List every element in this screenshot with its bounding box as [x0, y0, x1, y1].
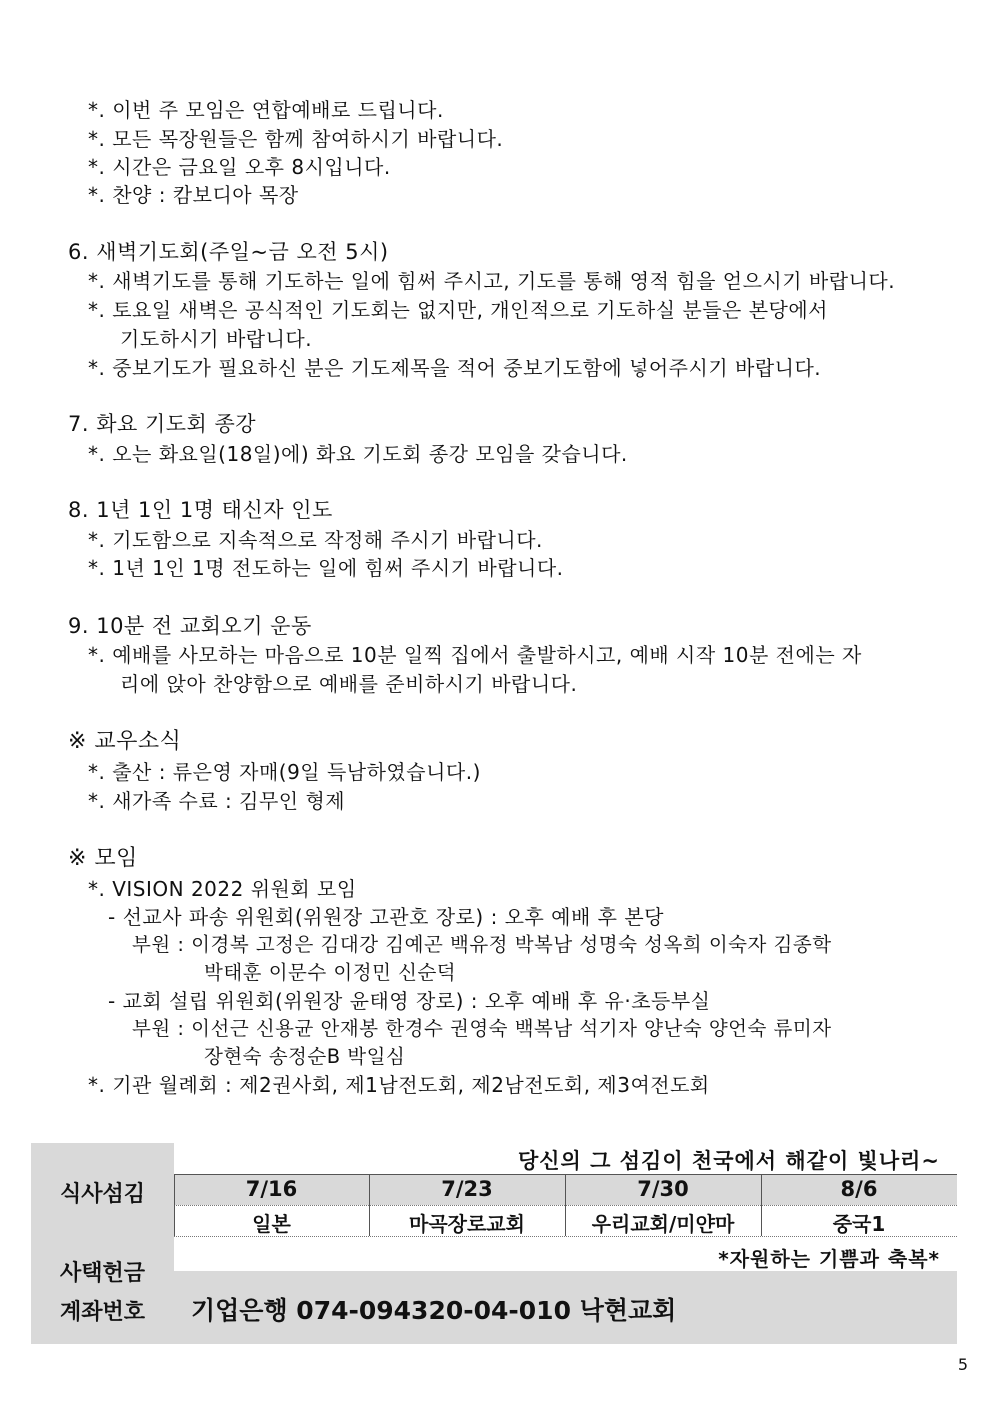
serving-church: 일본 — [252, 1212, 291, 1236]
section-8-item: *. 기도함으로 지속적으로 작정해 주시기 바랍니다. — [88, 528, 543, 552]
section-8-title: 8. 1년 1인 1명 태신자 인도 — [68, 498, 333, 522]
news-item: *. 새가족 수료 : 김무인 형제 — [88, 789, 346, 813]
news-title: ※ 교우소식 — [68, 729, 182, 754]
news-item: *. 출산 : 류은영 자매(9일 득남하였습니다.) — [88, 760, 481, 784]
committee-1-members-cont: 박태훈 이문수 이정민 신순덕 — [204, 961, 457, 984]
service-date: 7/16 — [245, 1177, 298, 1201]
intro-item: *. 찬양 : 캄보디아 목장 — [88, 183, 299, 207]
serving-church: 우리교회/미얀마 — [591, 1212, 735, 1236]
intro-item: *. 시간은 금요일 오후 8시입니다. — [88, 155, 391, 179]
committee-2-members-cont: 장현숙 송정순B 박일심 — [204, 1045, 406, 1068]
section-7-item: *. 오는 화요일(18일)에) 화요 기도회 종강 모임을 갖습니다. — [88, 442, 628, 466]
page-number: 5 — [957, 1355, 968, 1374]
slogan: 당신의 그 섬김이 천국에서 해같이 빛나리~ — [517, 1149, 940, 1173]
account-label: 계좌번호 — [59, 1300, 145, 1325]
service-date: 7/23 — [441, 1177, 493, 1201]
section-9-item: *. 예배를 사모하는 마음으로 10분 일찍 집에서 출발하시고, 예배 시작 10분 전에는 자 — [88, 643, 862, 667]
section-6-item: *. 토요일 새벽은 공식적인 기도회는 없지만, 개인적으로 기도하실 분들은 본당에서 — [88, 298, 828, 322]
section-9-item-cont: 리에 앉아 찬양함으로 예배를 준비하시기 바랍니다. — [120, 672, 578, 696]
section-6-item: *. 중보기도가 필요하신 분은 기도제목을 적어 중보기도함에 넣어주시기 바랍니다. — [88, 356, 822, 380]
committee-2-members: 부원 : 이선근 신용균 안재봉 한경수 권영숙 백복남 석기자 양난숙 양언숙 류미자 — [132, 1017, 832, 1040]
meal-service-label: 식사섬김 — [59, 1182, 145, 1207]
section-6-title: 6. 새벽기도회(주일~금 오전 5시) — [68, 240, 389, 264]
section-6-item: *. 새벽기도를 통해 기도하는 일에 힘써 주시고, 기도를 통해 영적 힘을 얻으시기 바랍니다. — [88, 269, 896, 293]
offering-label: 사택헌금 — [59, 1261, 145, 1286]
vision-meeting: *. VISION 2022 위원회 모임 — [88, 877, 357, 901]
serving-church: 마곡장로교회 — [409, 1212, 525, 1236]
meeting-title: ※ 모임 — [68, 846, 138, 871]
monthly-meeting: *. 기관 월례회 : 제2권사회, 제1남전도회, 제2남전도회, 제3여전도회 — [88, 1073, 710, 1097]
intro-item: *. 모든 목장원들은 함께 참여하시기 바랍니다. — [88, 127, 504, 151]
bank-account: 기업은행 074-094320-04-010 낙현교회 — [191, 1296, 677, 1325]
section-8-item: *. 1년 1인 1명 전도하는 일에 힘써 주시기 바랍니다. — [88, 556, 564, 580]
offering-note: *자원하는 기쁨과 축복* — [718, 1247, 940, 1271]
serving-church: 중국1 — [832, 1212, 886, 1236]
committee-1-title: - 선교사 파송 위원회(위원장 고관호 장로) : 오후 예배 후 본당 — [108, 905, 664, 929]
service-table — [31, 1143, 957, 1344]
intro-item: *. 이번 주 모임은 연합예배로 드립니다. — [88, 98, 444, 122]
service-date: 8/6 — [840, 1177, 878, 1201]
section-9-title: 9. 10분 전 교회오기 운동 — [68, 614, 312, 638]
committee-1-members: 부원 : 이경복 고정은 김대강 김예곤 백유정 박복남 성명숙 성옥희 이숙자 김종학 — [132, 933, 832, 956]
section-7-title: 7. 화요 기도회 종강 — [68, 412, 257, 436]
service-date: 7/30 — [637, 1177, 689, 1201]
section-6-item-cont: 기도하시기 바랍니다. — [120, 327, 313, 351]
committee-2-title: - 교회 설립 위원회(위원장 윤태영 장로) : 오후 예배 후 유·초등부실 — [108, 989, 711, 1013]
